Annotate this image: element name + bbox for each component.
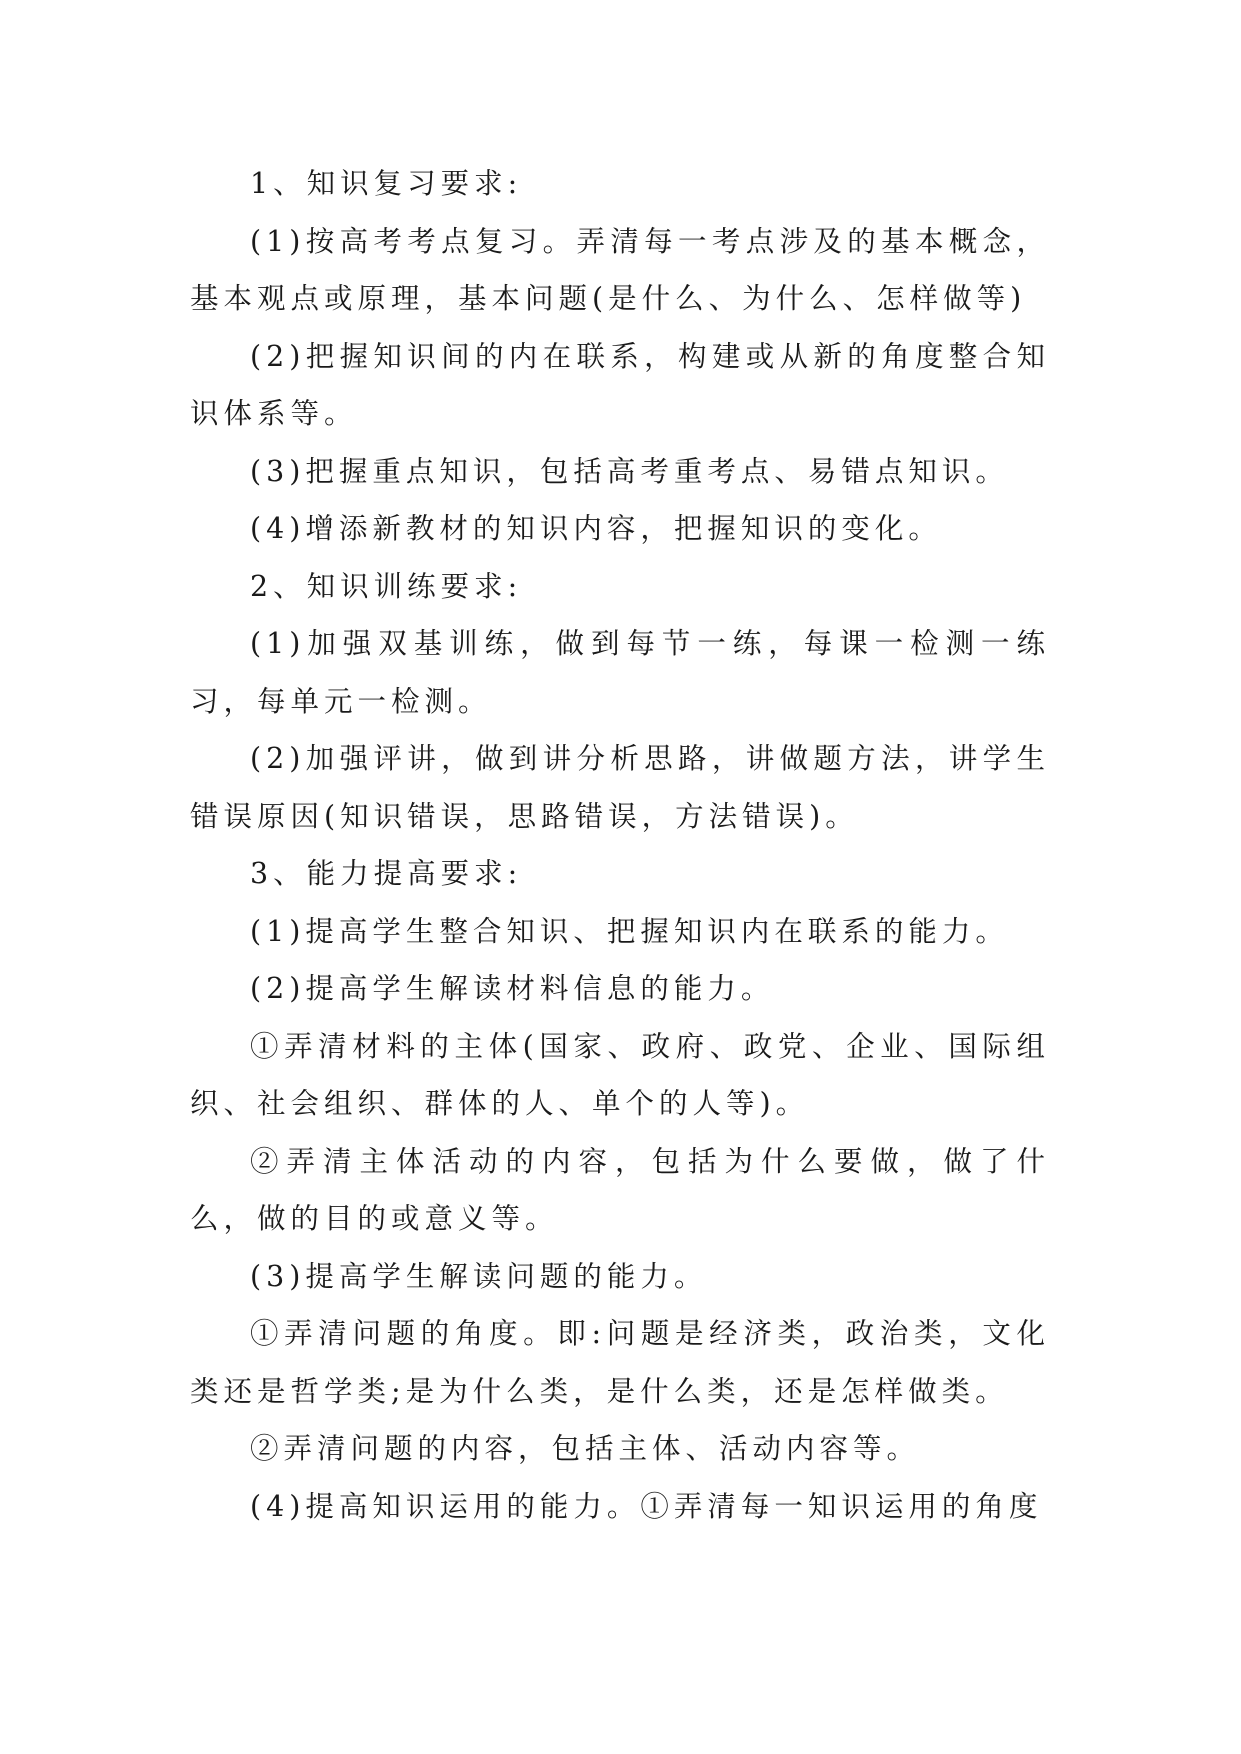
section-heading-knowledge-review: 1、知识复习要求: [250, 167, 523, 200]
section-heading-knowledge-training: 2、知识训练要求: [250, 569, 523, 603]
paragraph: (3)把握重点知识，包括高考重考点、易错点知识。 [250, 454, 1009, 488]
section-heading-ability-improvement: 3、能力提高要求: [250, 857, 523, 890]
paragraph: ②弄清主体活动的内容，包括为什么要做，做了什么，做的目的或意义等。 [190, 1144, 1050, 1235]
paragraph: (4)提高知识运用的能力。①弄清每一知识运用的角度 [250, 1489, 1043, 1523]
paragraph: ②弄清问题的内容，包括主体、活动内容等。 [250, 1432, 921, 1465]
paragraph: ①弄清材料的主体(国家、政府、政党、企业、国际组织、社会组织、群体的人、单个的人等)。 [190, 1029, 1050, 1120]
paragraph: (2)提高学生解读材料信息的能力。 [250, 972, 775, 1005]
paragraph: (1)提高学生整合知识、把握知识内在联系的能力。 [250, 914, 1009, 948]
paragraph: (4)增添新教材的知识内容，把握知识的变化。 [250, 512, 942, 545]
document-body [190, 155, 1050, 1535]
paragraph: (2)把握知识间的内在联系，构建或从新的角度整合知识体系等。 [190, 339, 1050, 430]
paragraph: (1)按高考考点复习。弄清每一考点涉及的基本概念，基本观点或原理，基本问题(是什么、为什么、怎样做等) [190, 224, 1050, 315]
paragraph: (1)加强双基训练，做到每节一练，每课一检测一练习，每单元一检测。 [190, 627, 1050, 718]
paragraph: ①弄清问题的角度。即:问题是经济类，政治类，文化类还是哲学类;是为什么类，是什么类，还是怎样做类。 [190, 1317, 1050, 1408]
paragraph: (2)加强评讲，做到讲分析思路，讲做题方法，讲学生错误原因(知识错误，思路错误，方法错误)。 [190, 742, 1050, 833]
paragraph: (3)提高学生解读问题的能力。 [250, 1259, 708, 1293]
